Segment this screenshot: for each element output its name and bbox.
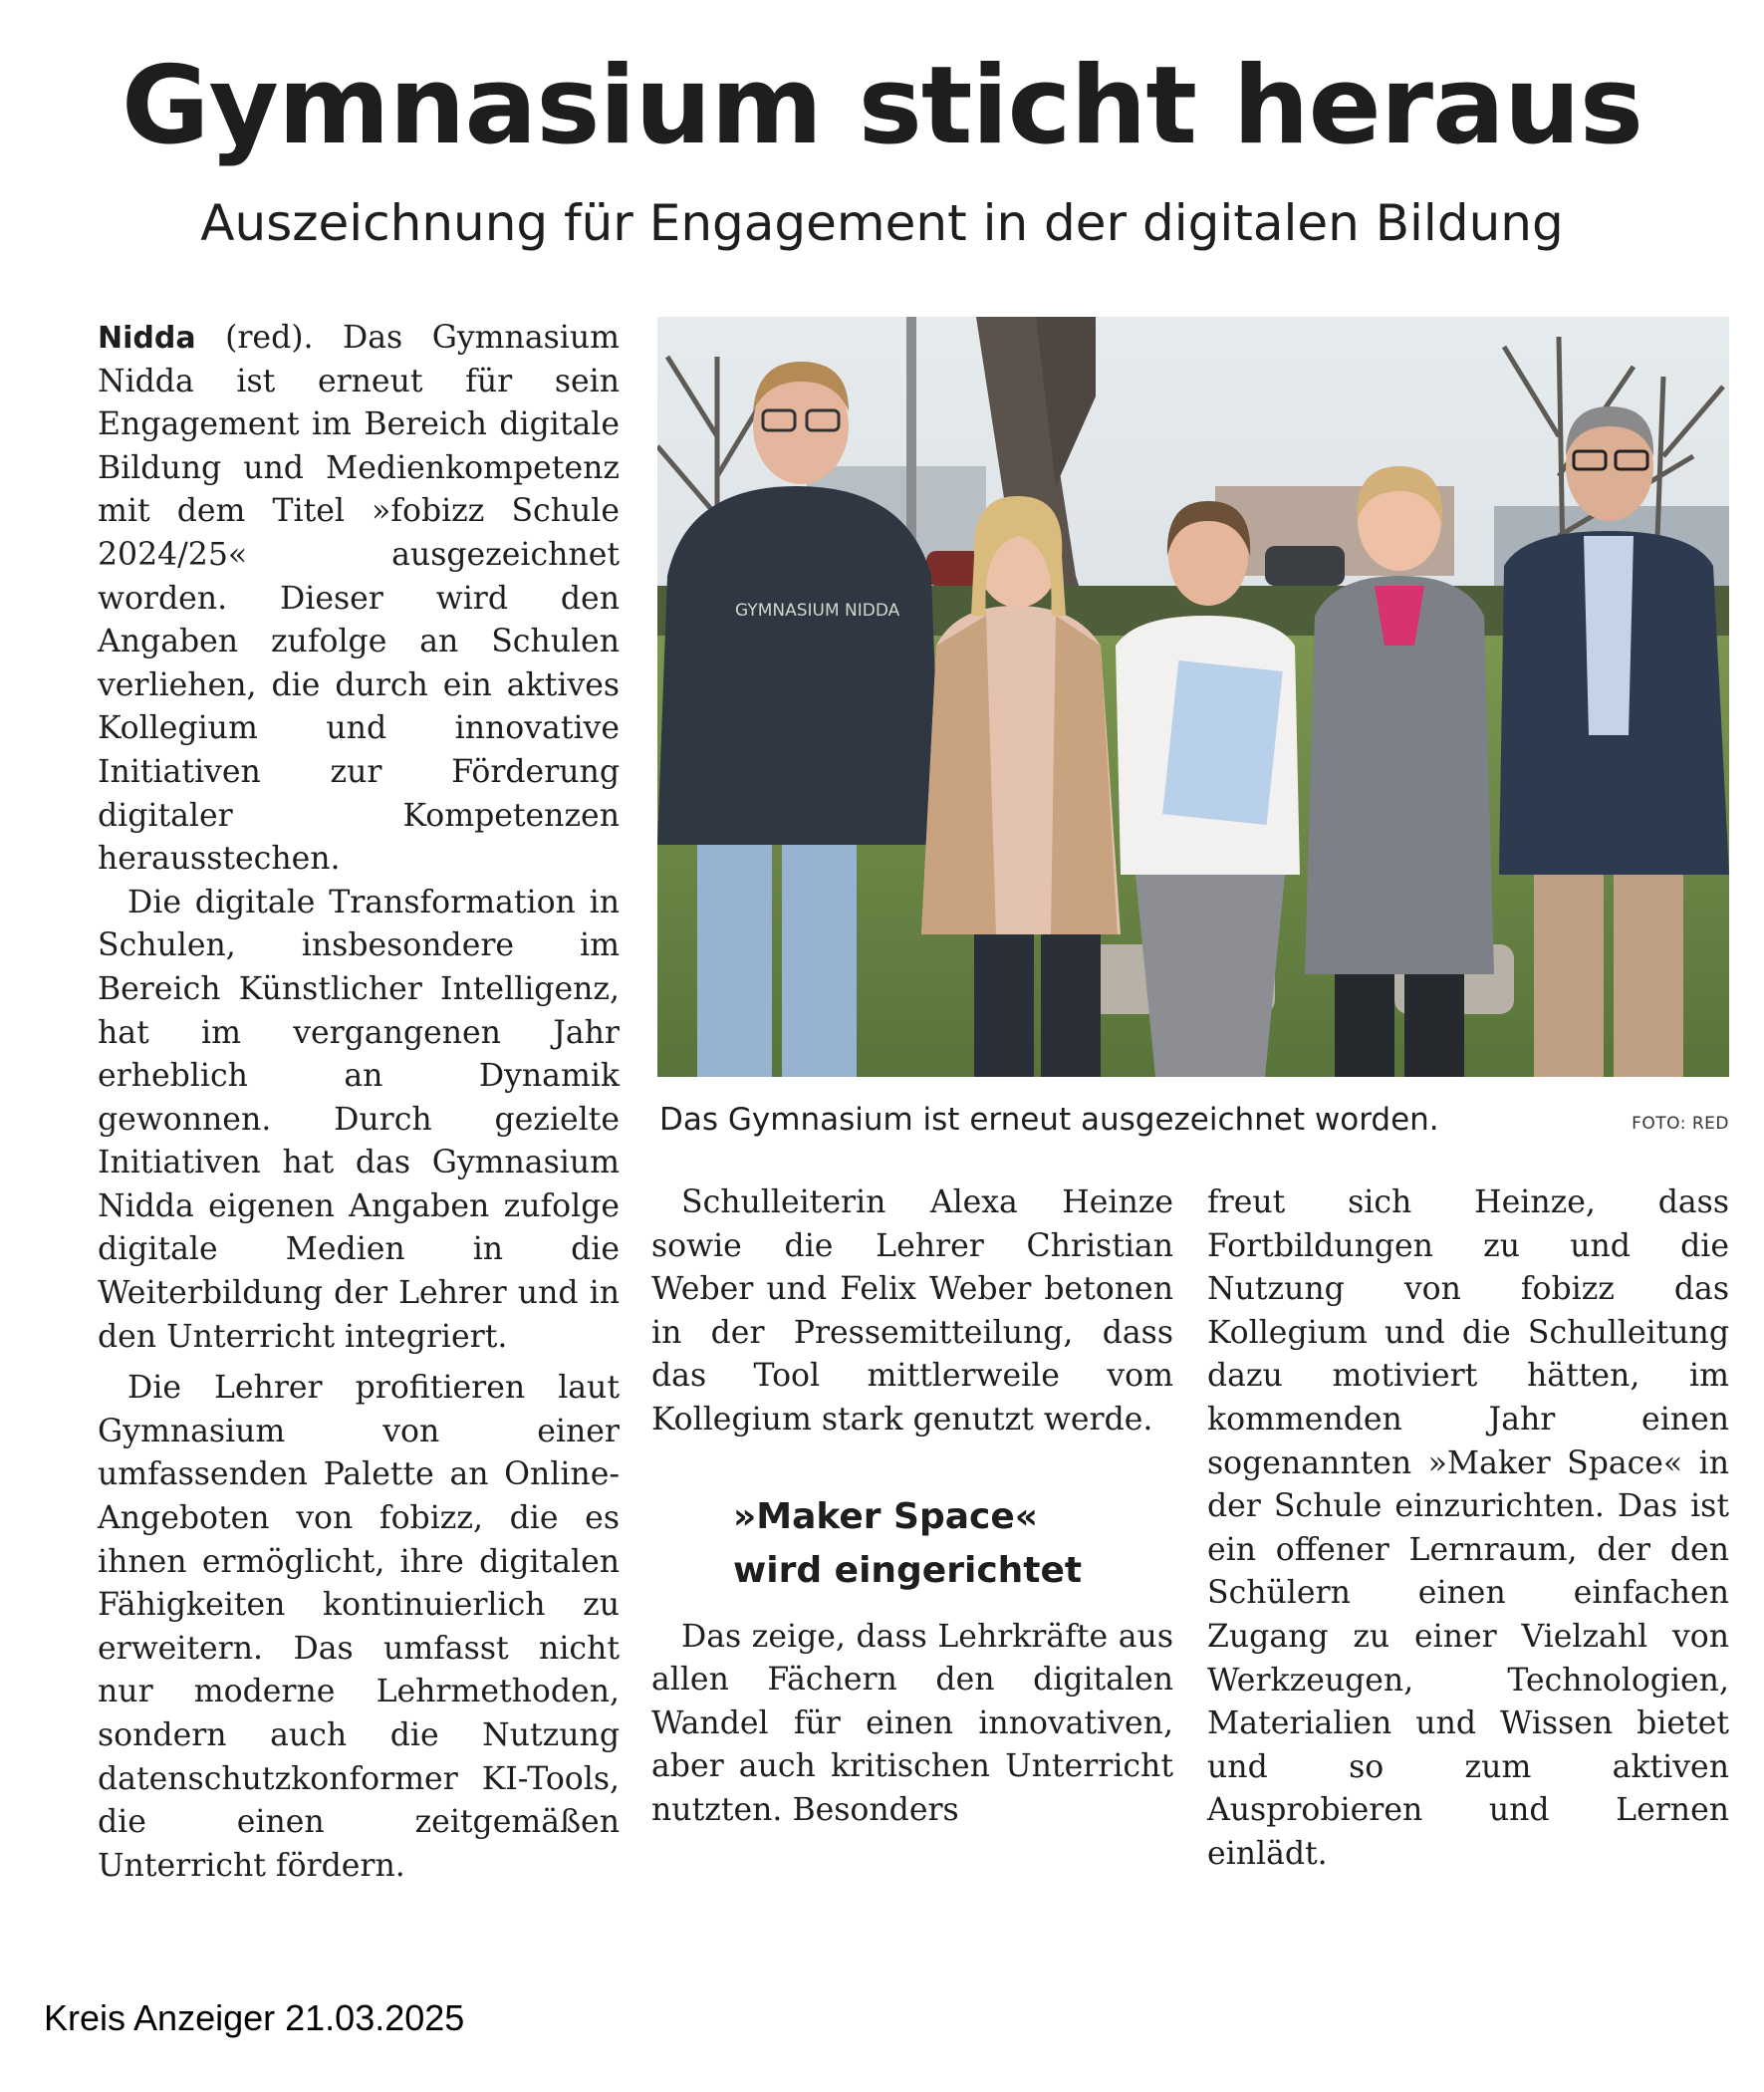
group-photo-illustration bbox=[657, 317, 1729, 1077]
article-headline: Gymnasium sticht heraus bbox=[121, 44, 1643, 168]
article-photo bbox=[657, 317, 1729, 1077]
article-subhead bbox=[651, 1490, 1173, 1598]
article-subheadline: Auszeichnung für Engagement in der digitalen Bildung bbox=[200, 194, 1564, 252]
article-column-2 bbox=[651, 1181, 1173, 1833]
publication-source: Kreis Anzeiger 21.03.2025 bbox=[44, 1997, 465, 2038]
photo-certificate bbox=[1162, 660, 1283, 825]
article-paragraph: Schulleiterin Alexa Heinze sowie die Lehrer Christian Weber und Felix Weber betonen in der Pressemitteilung, dass das Tool mittlerweile vom Kollegium stark genutzt werde. bbox=[651, 1184, 1173, 1438]
photo-caption: Das Gymnasium ist erneut ausgezeichnet worden. bbox=[659, 1102, 1439, 1138]
article-column-1 bbox=[98, 317, 620, 1888]
article-paragraph: Das zeige, dass Lehrkräfte aus allen Fächern den digitalen Wandel für einen innovativen, aber auch kritischen Unterricht nutzten. Besonders bbox=[651, 1618, 1173, 1828]
hoodie-print: GYMNASIUM NIDDA bbox=[735, 601, 900, 621]
article-paragraph: freut sich Heinze, dass Fortbildungen zu und die Nutzung von fobizz das Kollegium und die Schulleitung dazu motiviert hätten, im kommenden Jahr einen sogenannten »Maker Space« in der Schule einzurichten. Das ist ein offener Lernraum, der den Schülern einen einfachen Zugang zu einer Vielzahl von Werkzeugen, Technologien, Materialien und Wissen bietet und so zum aktiven Ausprobieren und Lernen einlädt. bbox=[1207, 1184, 1729, 1872]
article-subhead-line-1: »Maker Space« bbox=[733, 1495, 1039, 1537]
photo-car bbox=[1265, 546, 1345, 586]
article-paragraph-text: (red). Das Gymnasium Nidda ist erneut für sein Engagement im Bereich digitale Bildung und Medienkompetenz mit dem Titel »fobizz Schule 2024/25« ausgezeichnet worden. Dieser wird den Angaben zufolge an Schulen verliehen, die durch ein aktives Kollegium und innovative Initiativen zur Förderung digitaler Kompetenzen herausstechen. bbox=[98, 320, 620, 878]
article-column-3 bbox=[1207, 1181, 1729, 1877]
article-dateline: Nidda bbox=[98, 321, 196, 356]
article-paragraph bbox=[98, 317, 620, 882]
photo-credit: FOTO: RED bbox=[1632, 1114, 1729, 1134]
article-paragraph: Die Lehrer profitieren laut Gymnasium von einer umfassenden Palette an Online-Angeboten von fobizz, die es ihnen ermöglicht, ihre digitalen Fähigkeiten kontinuierlich zu erweitern. Das umfasst nicht nur moderne Lehrmethoden, sondern auch die Nutzung datenschutzkonformer KI-Tools, die einen zeitgemäßen Unterricht fördern. bbox=[98, 1370, 620, 1884]
article-subhead-line-2: wird eingerichtet bbox=[733, 1549, 1083, 1591]
article-paragraph: Die digitale Transformation in Schulen, insbesondere im Bereich Künstlicher Intelligenz, hat im vergangenen Jahr erheblich an Dynamik gewonnen. Durch gezielte Initiativen hat das Gymnasium Nidda eigenen Angaben zufolge digitale Medien in die Weiterbildung der Lehrer und in den Unterricht integriert. bbox=[98, 884, 620, 1355]
